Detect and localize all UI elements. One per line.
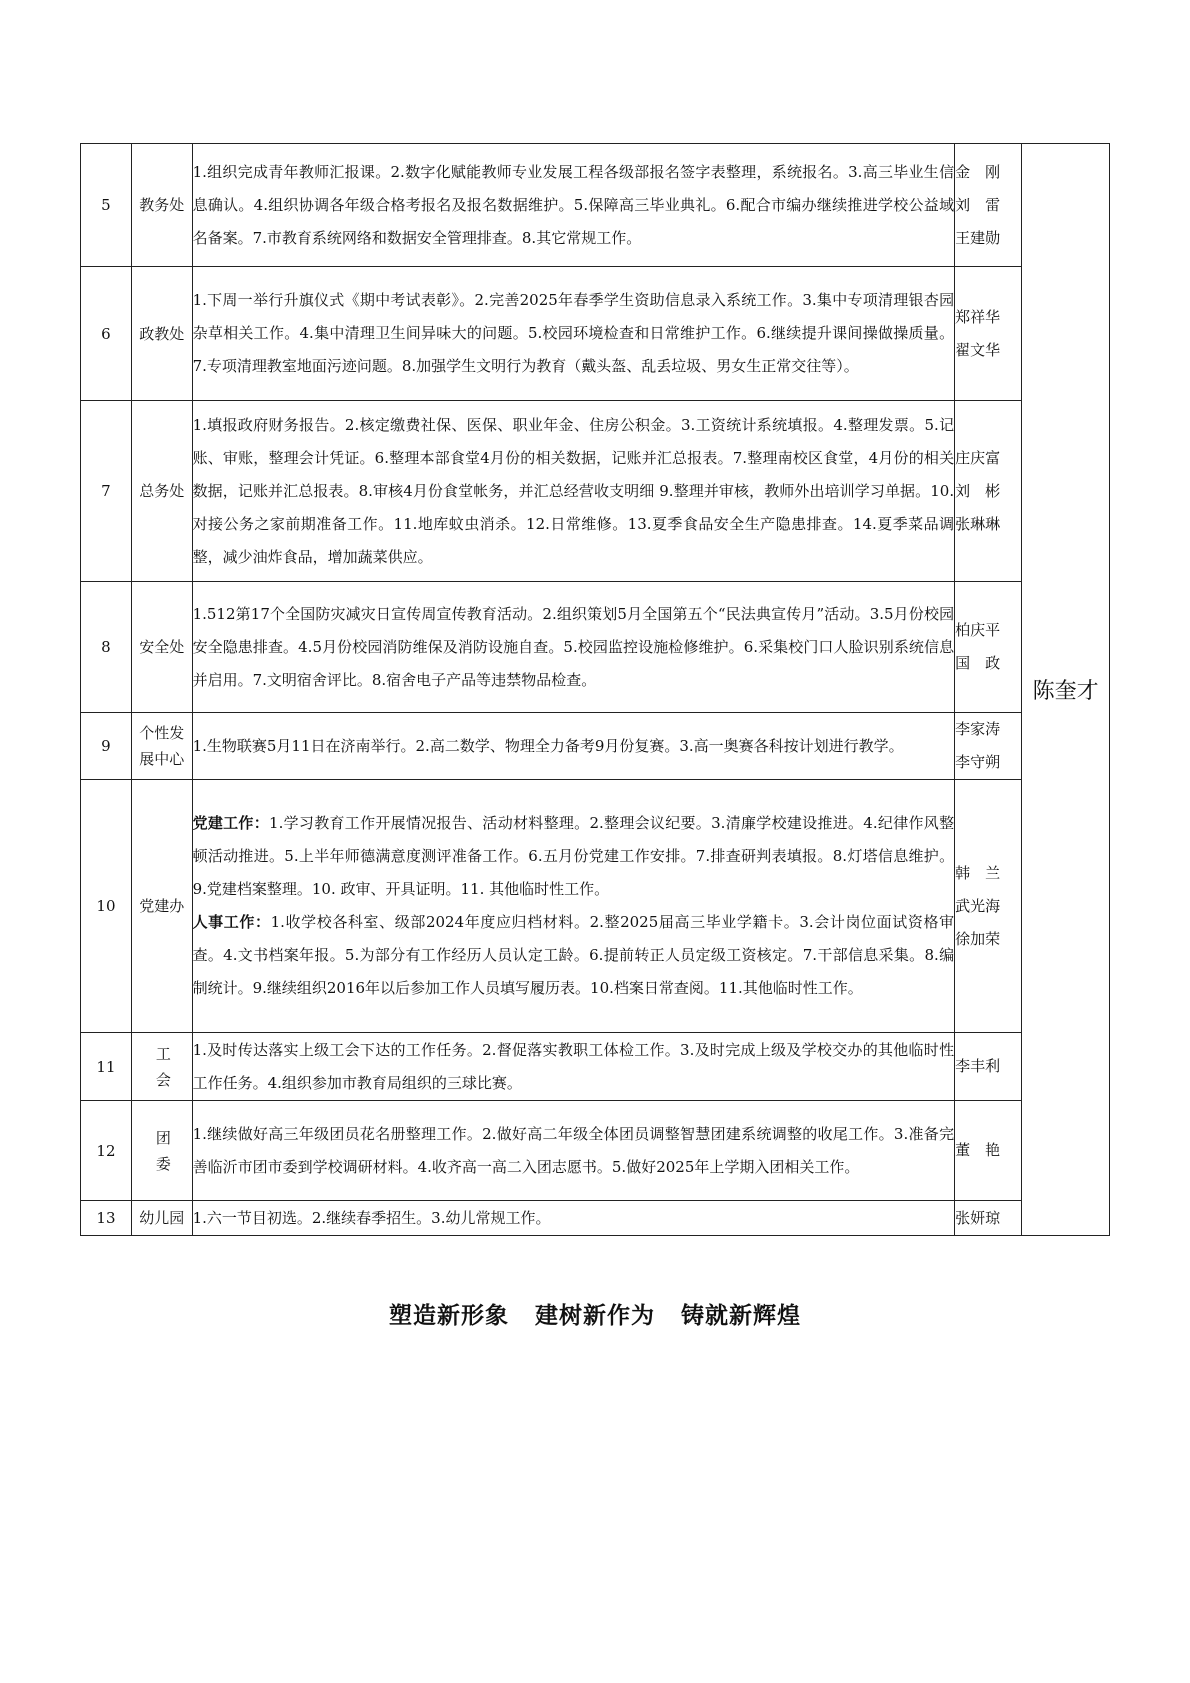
work-content: 1.组织完成青年教师汇报课。2.数字化赋能教师专业发展工程各级部报名签字表整理，系统报名。3.高三毕业生信息确认。4.组织协调各年级合格考报名及报名数据维护。5.保障高三毕业典礼。6.配合市编办继续推进学校公益域名备案。7.市教育系统网络和数据安全管理排查。8.其它常规工作。 — [192, 144, 955, 267]
party-work-label: 党建工作： — [192, 814, 270, 832]
person-name: 郑祥华 — [955, 307, 1001, 326]
responsible-people — [955, 267, 1022, 401]
responsible-people — [955, 713, 1022, 780]
work-content: 1.512第17个全国防灾减灾日宣传周宣传教育活动。2.组织策划5月全国第五个“民法典宣传月”活动。3.5月份校园安全隐患排查。4.5月份校园消防维保及消防设施自查。5.校园监控设施检修维护。6.采集校门口人脸识别系统信息并启用。7.文明宿舍评比。8.宿舍电子产品等违禁物品检查。 — [192, 582, 955, 713]
table-row — [81, 713, 1110, 780]
row-number: 5 — [81, 144, 132, 267]
row-number: 11 — [81, 1033, 132, 1101]
person-name: 李守朔 — [955, 753, 1001, 771]
slogan — [0, 1297, 1190, 1330]
table-row — [81, 144, 1110, 267]
table-row — [81, 1033, 1110, 1101]
row-number: 13 — [81, 1201, 132, 1236]
responsible-people — [955, 582, 1022, 713]
responsible-people — [955, 1101, 1022, 1201]
table-row — [81, 1201, 1110, 1236]
slogan-part: 塑造新形象 — [389, 1302, 509, 1329]
department-name: 团委 — [131, 1101, 192, 1201]
table-row — [81, 780, 1110, 1033]
row-number: 7 — [81, 401, 132, 582]
work-content — [192, 780, 955, 1033]
row-number: 8 — [81, 582, 132, 713]
person-name: 金 刚 — [955, 162, 1001, 181]
person-name: 王建勋 — [955, 228, 1001, 247]
person-name: 武光海 — [955, 896, 1001, 915]
department-name: 党建办 — [131, 780, 192, 1033]
weekly-work-table — [80, 143, 1110, 1236]
person-name: 韩 兰 — [955, 863, 1001, 882]
responsible-people — [955, 144, 1022, 267]
work-content: 1.继续做好高三年级团员花名册整理工作。2.做好高二年级全体团员调整智慧团建系统调整的收尾工作。3.准备完善临沂市团市委到学校调研材料。4.收齐高一高二入团志愿书。5.做好2025年上学期入团相关工作。 — [192, 1101, 955, 1201]
hr-work-label: 人事工作： — [192, 913, 271, 931]
person-name: 董 艳 — [955, 1141, 1001, 1159]
department-name: 个性发展中心 — [131, 713, 192, 780]
table-row — [81, 267, 1110, 401]
person-name: 柏庆平 — [955, 621, 1001, 639]
hr-work-content: 1.收学校各科室、级部2024年度应归档材料。2.整2025届高三毕业学籍卡。3.会计岗位面试资格审查。4.文书档案年报。5.为部分有工作经历人员认定工龄。6.提前转正人员定级工资核定。7.干部信息采集。8.编制统计。9.继续组织2016年以后参加工作人员填写履历表。10.档案日常查阅。11.其他临时性工作。 — [192, 913, 955, 997]
department-name: 总务处 — [131, 401, 192, 582]
row-number: 10 — [81, 780, 132, 1033]
row-number: 12 — [81, 1101, 132, 1201]
work-content: 1.生物联赛5月11日在济南举行。2.高二数学、物理全力备考9月份复赛。3.高一奥赛各科按计划进行教学。 — [192, 713, 955, 780]
person-name: 国 政 — [955, 654, 1001, 672]
person-name: 张琳琳 — [955, 514, 1001, 533]
work-content: 1.下周一举行升旗仪式《期中考试表彰》。2.完善2025年春季学生资助信息录入系统工作。3.集中专项清理银杏园杂草相关工作。4.集中清理卫生间异味大的问题。5.校园环境检查和日常维护工作。6.继续提升课间操做操质量。7.专项清理教室地面污迹问题。8.加强学生文明行为教育（戴头盔、乱丢垃圾、男女生正常交往等）。 — [192, 267, 955, 401]
responsible-people — [955, 780, 1022, 1033]
department-name: 教务处 — [131, 144, 192, 267]
person-name: 李家涛 — [955, 720, 1001, 738]
person-name: 刘 彬 — [955, 481, 1001, 500]
slogan-part: 铸就新辉煌 — [681, 1302, 801, 1329]
work-content: 1.及时传达落实上级工会下达的工作任务。2.督促落实教职工体检工作。3.及时完成上级及学校交办的其他临时性工作任务。4.组织参加市教育局组织的三球比赛。 — [192, 1033, 955, 1101]
leader-name: 陈奎才 — [1022, 144, 1110, 1236]
party-work-content: 1.学习教育工作开展情况报告、活动材料整理。2.整理会议纪要。3.清廉学校建设推进。4.纪律作风整顿活动推进。5.上半年师德满意度测评准备工作。6.五月份党建工作安排。7.排查研判表填报。8.灯塔信息维护。9.党建档案整理。10. 政审、开具证明。11. 其他临时性工作。 — [192, 814, 955, 898]
responsible-people — [955, 401, 1022, 582]
table-row — [81, 401, 1110, 582]
responsible-people — [955, 1201, 1022, 1236]
department-name: 政教处 — [131, 267, 192, 401]
responsible-people — [955, 1033, 1022, 1101]
person-name: 李丰利 — [955, 1057, 1001, 1075]
row-number: 6 — [81, 267, 132, 401]
table-row — [81, 582, 1110, 713]
table-row — [81, 1101, 1110, 1201]
row-number: 9 — [81, 713, 132, 780]
work-content: 1.六一节目初选。2.继续春季招生。3.幼儿常规工作。 — [192, 1201, 955, 1236]
department-name: 安全处 — [131, 582, 192, 713]
work-content: 1.填报政府财务报告。2.核定缴费社保、医保、职业年金、住房公积金。3.工资统计系统填报。4.整理发票。5.记账、审账，整理会计凭证。6.整理本部食堂4月份的相关数据，记账并汇总报表。7.整理南校区食堂，4月份的相关数据，记账并汇总报表。8.审核4月份食堂帐务，并汇总经营收支明细 9.整理并审核，教师外出培训学习单据。10.对接公务之家前期准备工作。11.地库蚊虫消杀。12.日常维修。13.夏季食品安全生产隐患排查。14.夏季菜品调整，减少油炸食品，增加蔬菜供应。 — [192, 401, 955, 582]
slogan-part: 建树新作为 — [535, 1302, 655, 1329]
person-name: 庄庆富 — [955, 448, 1001, 467]
person-name: 刘 雷 — [955, 195, 1001, 214]
person-name: 徐加荣 — [955, 929, 1001, 948]
person-name: 翟文华 — [955, 340, 1001, 359]
department-name: 幼儿园 — [131, 1201, 192, 1236]
person-name: 张妍琼 — [955, 1208, 1001, 1227]
department-name: 工会 — [131, 1033, 192, 1101]
